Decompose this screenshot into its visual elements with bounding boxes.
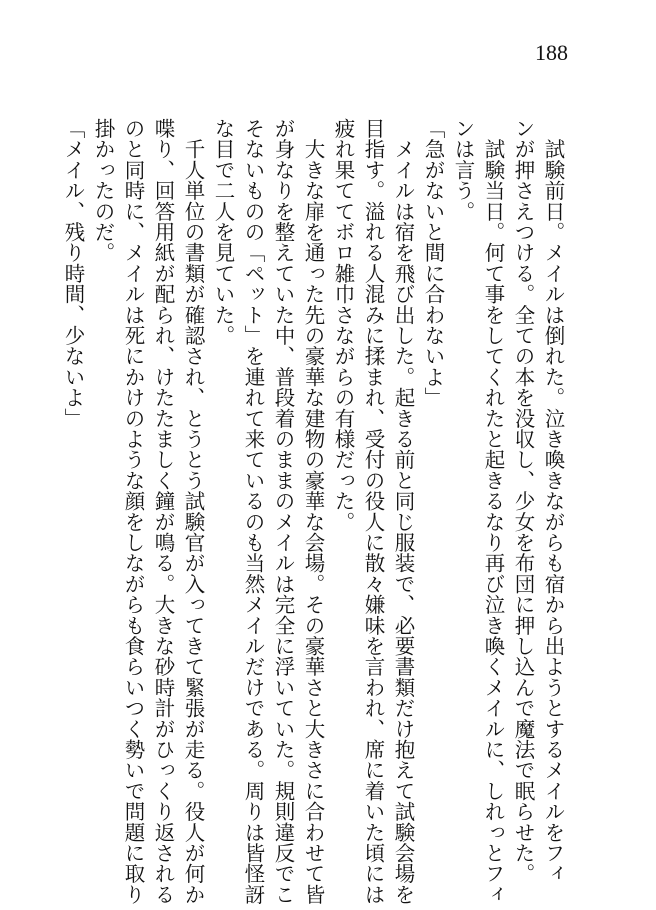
text-line: 大きな扉を通った先の豪華な建物の豪華な会場。その豪華さと大きさに合わせて皆 <box>301 138 325 905</box>
text-line: のと同時に、メイルは死にかけのような顔をしながらも食らいつく勢いで問題に取り <box>121 118 145 905</box>
text-line: 喋り、回答用紙が配られ、けたたましく鐘が鳴る。大きな砂時計がひっくり返される <box>151 118 175 905</box>
text-line: ンは言う。 <box>451 118 475 222</box>
novel-body-text <box>61 118 568 905</box>
text-line: 千人単位の書類が確認され、とうとう試験官が入ってきて緊張が走る。役人が何か <box>181 138 205 905</box>
text-line: メイルは宿を飛び出した。起きる前と同じ服装で、必要書類だけ抱えて試験会場を <box>391 138 415 905</box>
text-line: そないものの「ペット」を連れて来ているのも当然メイルだけである。周りは皆怪訝 <box>241 118 265 905</box>
dialogue-line: 「急がないと間に合わないよ」 <box>421 118 445 408</box>
text-line: な目で二人を見ていた。 <box>211 118 235 346</box>
text-line: 掛かったのだ。 <box>91 118 115 263</box>
text-line: 目指す。溢れる人混みに揉まれ、受付の役人に散々嫌味を言われ、席に着いた頃には <box>361 118 385 905</box>
text-line: 疲れ果ててボロ雑巾さながらの有様だった。 <box>331 118 355 532</box>
text-line: 試験前日。メイルは倒れた。泣き喚きながらも宿から出ようとするメイルをフィ <box>541 138 565 884</box>
text-line: が身なりを整えていた中、普段着のままのメイルは完全に浮いていた。規則違反でこ <box>271 118 295 905</box>
text-line: ンが押さえつける。全ての本を没収し、少女を布団に押し込んで魔法で眠らせた。 <box>511 118 535 884</box>
dialogue-line: 「メイル、残り時間、少ないよ」 <box>61 118 85 429</box>
text-line: 試験当日。何て事をしてくれたと起きるなり再び泣き喚くメイルに、しれっとフィ <box>481 138 505 905</box>
page-number: 188 <box>535 40 568 65</box>
